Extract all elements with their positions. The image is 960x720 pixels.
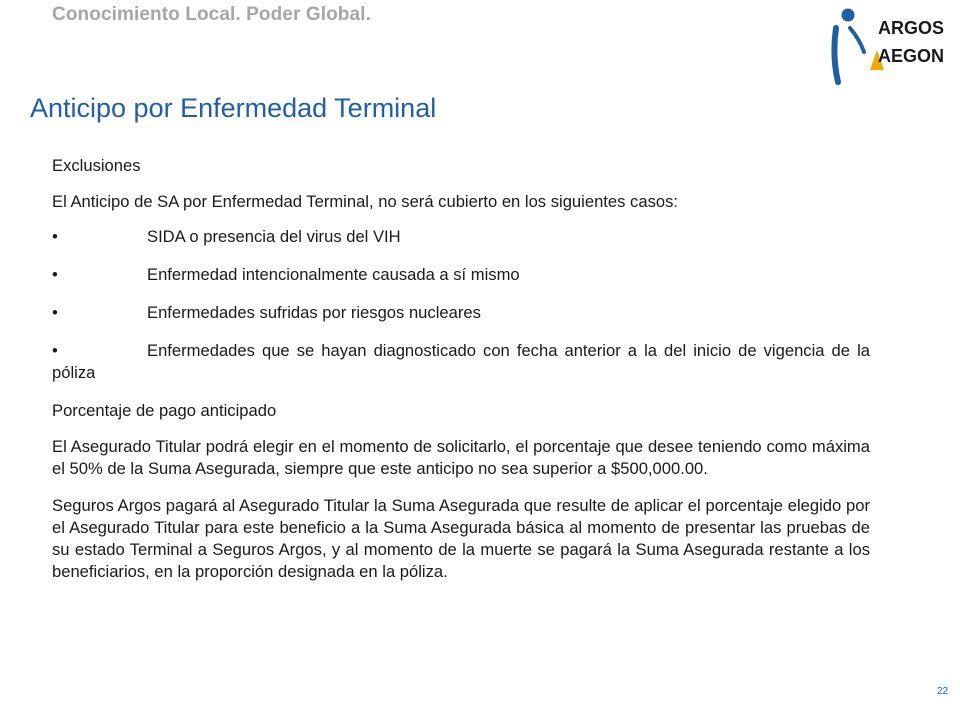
bullet-icon: • (52, 341, 58, 360)
payment-paragraph-2: Seguros Argos pagará al Asegurado Titular la Suma Asegurada que resulte de aplicar el porcentaje elegido por el Asegurado Titular para este beneficio a la Suma Asegurada básica al momento de presentar las pruebas de su estado Terminal a Seguros Argos, y al momento de la muerte se pagará la Suma Asegurada restante a los beneficiarios, en la proporción designada en la póliza. (52, 496, 870, 581)
slide-body (52, 155, 870, 598)
list-item-text: Enfermedades que se hayan diagnosticado con fecha anterior a la del inicio de vigencia de la póliza (52, 341, 870, 382)
bullet-icon: • (52, 227, 58, 246)
list-item-text: Enfermedades sufridas por riesgos nucleares (147, 303, 481, 322)
bullet-icon: • (52, 265, 58, 284)
logo-line1: ARGOS (878, 18, 945, 38)
payment-heading: Porcentaje de pago anticipado (52, 401, 277, 420)
exclusions-intro: El Anticipo de SA por Enfermedad Terminal, no será cubierto en los siguientes casos: (52, 192, 678, 211)
payment-paragraph-1: El Asegurado Titular podrá elegir en el momento de solicitarlo, el porcentaje que desee teniendo como máxima el 50% de la Suma Asegurada, siempre que este anticipo no sea superior a $500,000.00. (52, 437, 870, 478)
list-item (52, 302, 870, 324)
exclusions-heading: Exclusiones (52, 156, 141, 175)
page-title: Anticipo por Enfermedad Terminal (30, 93, 437, 123)
tagline: Conocimiento Local. Poder Global. (52, 4, 371, 25)
bullet-icon: • (52, 303, 58, 322)
list-item (52, 264, 870, 286)
list-item (52, 340, 870, 384)
logo-line2: AEGON (878, 46, 945, 66)
page-number: 22 (937, 686, 949, 697)
list-item-text: SIDA o presencia del virus del VIH (147, 227, 401, 246)
argos-aegon-logo (830, 6, 952, 86)
list-item-text: Enfermedad intencionalmente causada a sí mismo (147, 265, 520, 284)
list-item (52, 226, 870, 248)
